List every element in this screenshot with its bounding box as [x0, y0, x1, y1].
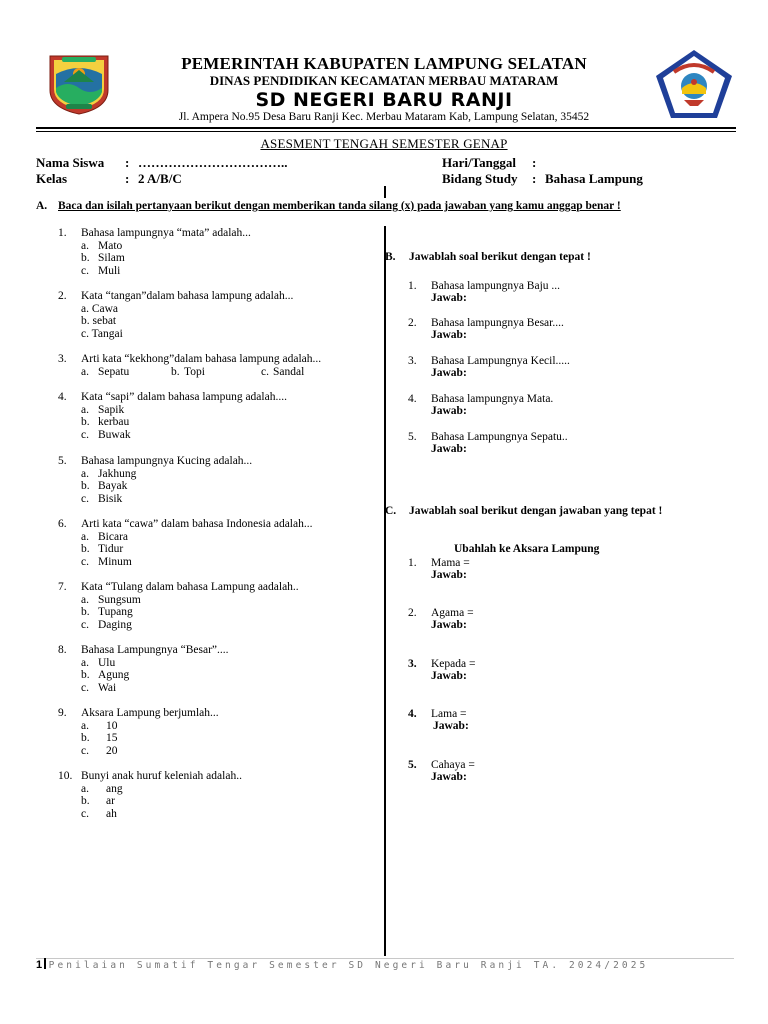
option-text: Muli — [98, 264, 121, 277]
section-b-letter: B. — [385, 251, 396, 263]
option-letter: b. — [81, 669, 90, 682]
option-letter: c. — [81, 264, 89, 277]
answer-label: Jawab: — [433, 720, 469, 732]
name-colon: : — [125, 155, 130, 170]
option-letter: a. — [81, 239, 89, 252]
question-text: Bahasa lampungnya Kucing adalah... — [81, 455, 253, 467]
question-text: Bahasa lampungnya Besar.... — [431, 317, 564, 329]
option-letter: a. — [81, 365, 89, 378]
option-text: Topi — [184, 365, 205, 378]
option-text: ang — [106, 782, 123, 795]
date-colon: : — [532, 155, 537, 170]
answer-label: Jawab: — [431, 367, 467, 379]
question-number: 5. — [408, 431, 417, 443]
option-text: Bayak — [98, 480, 128, 493]
question-number: 2. — [58, 290, 67, 302]
class-value: 2 A/B/C — [138, 171, 182, 186]
question-text: Lama = — [431, 708, 467, 720]
name-label: Nama Siswa — [36, 155, 105, 170]
question-text: Mama = — [431, 557, 470, 569]
page-number: 1 — [36, 959, 43, 971]
question-text: Bunyi anak huruf keleniah adalah.. — [81, 770, 242, 782]
section-a-letter: A. — [36, 200, 48, 212]
option-text: Minum — [98, 555, 132, 568]
question-text: Kepada = — [431, 658, 476, 670]
question-text: Cahaya = — [431, 759, 475, 771]
option-letter: c. — [81, 492, 89, 505]
subject-label: Bidang Study — [442, 171, 518, 186]
subject-value: Bahasa Lampung — [545, 171, 643, 186]
option-text: Wai — [98, 681, 117, 694]
option-text: b. sebat — [81, 315, 117, 328]
option-text: 10 — [106, 719, 118, 732]
header-divider-mark — [384, 186, 386, 198]
column-divider — [384, 226, 386, 956]
option-text: ah — [106, 807, 117, 820]
option-letter: b. — [81, 732, 90, 745]
question-text: Arti kata “kekhong”dalam bahasa lampung adalah... — [81, 353, 322, 365]
option-letter: b. — [81, 795, 90, 808]
option-letter: a. — [81, 467, 89, 480]
option-text: a. Cawa — [81, 302, 119, 315]
exam-title: ASESMENT TENGAH SEMESTER GENAP — [260, 136, 508, 151]
question-text: Agama = — [431, 607, 474, 619]
header-government: PEMERINTAH KABUPATEN LAMPUNG SELATAN — [181, 54, 587, 73]
option-text: Bisik — [98, 492, 123, 505]
option-text: kerbau — [98, 416, 130, 429]
question-text: Bahasa lampungnya Baju ... — [431, 280, 561, 292]
question-number: 5. — [408, 759, 417, 771]
option-letter: c. — [81, 681, 89, 694]
question-number: 7. — [58, 581, 67, 593]
question-text: Bahasa Lampungnya “Besar”.... — [81, 644, 229, 656]
footer-separator — [44, 958, 46, 969]
question-text: Bahasa lampungnya “mata” adalah... — [81, 227, 251, 239]
question-text: Kata “Tulang dalam bahasa Lampung aadalah.. — [81, 581, 299, 593]
question-number: 2. — [408, 607, 417, 619]
question-number: 1. — [408, 557, 417, 569]
name-value: …………………………….. — [138, 155, 288, 170]
header-address: Jl. Ampera No.95 Desa Baru Ranji Kec. Merbau Mataram Kab, Lampung Selatan, 35452 — [178, 111, 590, 123]
question-number: 6. — [58, 518, 67, 530]
question-number: 4. — [58, 391, 67, 403]
question-number: 3. — [408, 658, 417, 670]
question-number: 2. — [408, 317, 417, 329]
footer-text: Penilaian Sumatif Tengar Semester SD Negeri Baru Ranji TA. 2024/2025 — [48, 960, 649, 971]
option-text: Daging — [98, 618, 132, 631]
header-department: DINAS PENDIDIKAN KECAMATAN MERBAU MATARAM — [209, 73, 559, 88]
option-letter: a. — [81, 782, 89, 795]
option-letter: a. — [81, 593, 89, 606]
question-number: 10. — [58, 770, 73, 782]
header-rule-thin — [36, 131, 736, 132]
option-text: 20 — [106, 744, 118, 757]
answer-label: Jawab: — [431, 405, 467, 417]
option-text: Sandal — [273, 365, 305, 378]
question-text: Bahasa Lampungnya Sepatu.. — [431, 431, 568, 443]
class-colon: : — [125, 171, 130, 186]
answer-label: Jawab: — [431, 771, 467, 783]
option-text: Mato — [98, 239, 123, 252]
option-letter: b. — [81, 543, 90, 556]
section-c-instruction: Jawablah soal berikut dengan jawaban yang tepat ! — [409, 505, 663, 517]
option-text: Sungsum — [98, 593, 141, 606]
section-a-instruction: Baca dan isilah pertanyaan berikut dengan memberikan tanda silang (x) pada jawaban yang kamu anggap benar ! — [58, 200, 621, 212]
question-text: Bahasa lampungnya Mata. — [431, 393, 554, 405]
question-number: 8. — [58, 644, 67, 656]
section-c-subtitle: Ubahlah ke Aksara Lampung — [454, 543, 600, 555]
option-text: Tidur — [98, 543, 124, 556]
option-text: Sapik — [98, 403, 125, 416]
answer-label: Jawab: — [431, 670, 467, 682]
question-text: Arti kata “cawa” dalam bahasa Indonesia adalah... — [81, 518, 313, 530]
option-letter: c. — [81, 807, 89, 820]
option-letter: c. — [81, 618, 89, 631]
option-letter: a. — [81, 403, 89, 416]
option-text: Tupang — [98, 606, 133, 619]
answer-label: Jawab: — [431, 329, 467, 341]
option-text: Ulu — [98, 656, 116, 669]
class-label: Kelas — [36, 171, 68, 186]
answer-label: Jawab: — [431, 443, 467, 455]
option-text: Silam — [98, 252, 125, 265]
question-text: Bahasa Lampungnya Kecil..... — [431, 355, 570, 367]
question-number: 9. — [58, 707, 67, 719]
option-text: 15 — [106, 732, 118, 745]
header-rule-thick — [36, 127, 736, 129]
footer — [36, 958, 648, 971]
section-b-instruction: Jawablah soal berikut dengan tepat ! — [409, 251, 591, 263]
option-letter: b. — [81, 480, 90, 493]
option-letter: c. — [261, 365, 269, 378]
question-text: Kata “tangan”dalam bahasa lampung adalah... — [81, 290, 294, 302]
question-number: 3. — [408, 355, 417, 367]
date-label: Hari/Tanggal — [442, 155, 516, 170]
option-letter: a. — [81, 719, 89, 732]
subject-colon: : — [532, 171, 537, 186]
option-text: Buwak — [98, 428, 131, 441]
option-text: Bicara — [98, 530, 129, 543]
option-letter: c. — [81, 428, 89, 441]
option-letter: b. — [81, 606, 90, 619]
option-letter: a. — [81, 656, 89, 669]
section-c-letter: C. — [385, 505, 397, 517]
question-text: Aksara Lampung berjumlah... — [81, 707, 219, 719]
question-text: Kata “sapi” dalam bahasa lampung adalah.... — [81, 391, 287, 403]
question-number: 4. — [408, 708, 417, 720]
option-text: c. Tangai — [81, 327, 123, 340]
option-text: Sepatu — [98, 365, 130, 378]
option-text: ar — [106, 795, 115, 808]
option-letter: b. — [81, 416, 90, 429]
option-letter: c. — [81, 744, 89, 757]
question-number: 1. — [408, 280, 417, 292]
option-text: Agung — [98, 669, 130, 682]
answer-label: Jawab: — [431, 569, 467, 581]
question-number: 1. — [58, 227, 67, 239]
option-letter: c. — [81, 555, 89, 568]
answer-label: Jawab: — [431, 619, 467, 631]
question-number: 3. — [58, 353, 67, 365]
answer-label: Jawab: — [431, 292, 467, 304]
option-letter: b. — [81, 252, 90, 265]
option-letter: b. — [171, 365, 180, 378]
option-letter: a. — [81, 530, 89, 543]
header-school-name: SD NEGERI BARU RANJI — [255, 89, 513, 111]
option-text: Jakhung — [98, 467, 137, 480]
question-number: 5. — [58, 455, 67, 467]
question-number: 4. — [408, 393, 417, 405]
